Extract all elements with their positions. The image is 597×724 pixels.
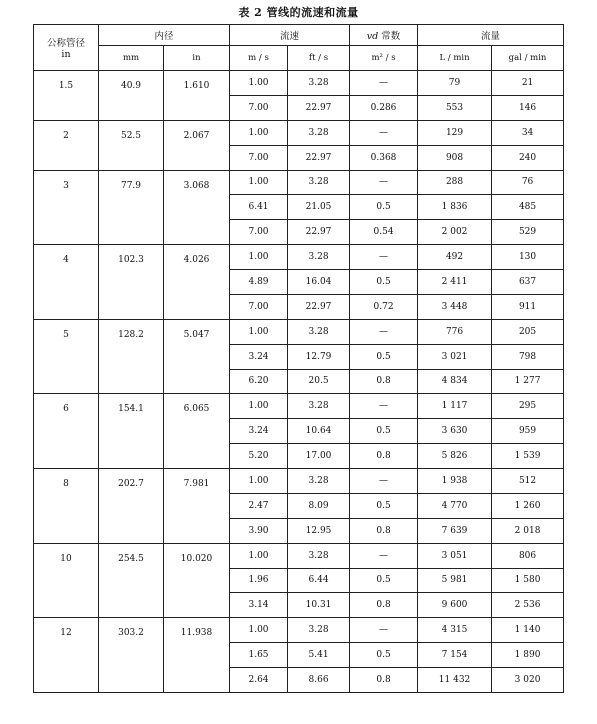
cell-velocity-ms: 2.47 bbox=[230, 493, 288, 518]
table-row bbox=[34, 319, 564, 344]
cell-inner-diameter-in: 1.610 bbox=[164, 71, 230, 121]
cell-flow-galmin: 34 bbox=[492, 120, 564, 145]
cell-flow-lmin: 776 bbox=[418, 319, 492, 344]
unit-galmin: gal / min bbox=[492, 46, 564, 71]
unit-m2s: m² / s bbox=[350, 46, 418, 71]
cell-flow-lmin: 4 834 bbox=[418, 369, 492, 394]
header-vd-constant: vd 常数 bbox=[350, 25, 418, 46]
cell-flow-galmin: 798 bbox=[492, 344, 564, 369]
cell-velocity-ms: 3.24 bbox=[230, 344, 288, 369]
table-body bbox=[34, 71, 564, 693]
cell-velocity-fts: 12.95 bbox=[288, 518, 350, 543]
cell-velocity-fts: 22.97 bbox=[288, 294, 350, 319]
cell-flow-galmin: 911 bbox=[492, 294, 564, 319]
cell-velocity-ms: 5.20 bbox=[230, 444, 288, 469]
cell-flow-galmin: 1 580 bbox=[492, 568, 564, 593]
cell-flow-galmin: 2 018 bbox=[492, 518, 564, 543]
header-velocity: 流速 bbox=[230, 25, 350, 46]
unit-mm: mm bbox=[99, 46, 164, 71]
cell-flow-galmin: 959 bbox=[492, 419, 564, 444]
table-row bbox=[34, 394, 564, 419]
cell-velocity-ms: 6.41 bbox=[230, 195, 288, 220]
cell-vd-constant: 0.8 bbox=[350, 668, 418, 693]
cell-vd-constant: 0.5 bbox=[350, 568, 418, 593]
cell-inner-diameter-mm: 154.1 bbox=[99, 394, 164, 469]
cell-velocity-ms: 2.64 bbox=[230, 668, 288, 693]
cell-velocity-ms: 1.00 bbox=[230, 618, 288, 643]
cell-flow-lmin: 2 002 bbox=[418, 220, 492, 245]
cell-nominal-size: 1.5 bbox=[34, 71, 99, 121]
cell-velocity-ms: 1.00 bbox=[230, 319, 288, 344]
cell-inner-diameter-mm: 254.5 bbox=[99, 543, 164, 618]
cell-vd-constant: 0.72 bbox=[350, 294, 418, 319]
table-row bbox=[34, 543, 564, 568]
cell-vd-constant: 0.54 bbox=[350, 220, 418, 245]
cell-velocity-fts: 3.28 bbox=[288, 543, 350, 568]
cell-velocity-fts: 8.66 bbox=[288, 668, 350, 693]
cell-vd-constant: 0.8 bbox=[350, 369, 418, 394]
cell-velocity-ms: 1.00 bbox=[230, 170, 288, 195]
cell-flow-lmin: 79 bbox=[418, 71, 492, 96]
cell-velocity-ms: 1.00 bbox=[230, 71, 288, 96]
cell-vd-constant: 0.5 bbox=[350, 344, 418, 369]
cell-nominal-size: 5 bbox=[34, 319, 99, 394]
cell-flow-galmin: 1 140 bbox=[492, 618, 564, 643]
cell-vd-constant: 0.5 bbox=[350, 643, 418, 668]
cell-inner-diameter-mm: 128.2 bbox=[99, 319, 164, 394]
cell-velocity-ms: 7.00 bbox=[230, 145, 288, 170]
cell-velocity-fts: 17.00 bbox=[288, 444, 350, 469]
cell-inner-diameter-mm: 77.9 bbox=[99, 170, 164, 245]
cell-flow-galmin: 485 bbox=[492, 195, 564, 220]
cell-velocity-ms: 1.00 bbox=[230, 120, 288, 145]
cell-flow-galmin: 1 890 bbox=[492, 643, 564, 668]
cell-vd-constant: 0.5 bbox=[350, 270, 418, 295]
cell-flow-lmin: 3 630 bbox=[418, 419, 492, 444]
cell-vd-constant: — bbox=[350, 170, 418, 195]
cell-flow-galmin: 529 bbox=[492, 220, 564, 245]
cell-flow-lmin: 3 051 bbox=[418, 543, 492, 568]
cell-velocity-ms: 1.00 bbox=[230, 394, 288, 419]
cell-vd-constant: 0.368 bbox=[350, 145, 418, 170]
cell-velocity-ms: 7.00 bbox=[230, 95, 288, 120]
cell-flow-lmin: 5 826 bbox=[418, 444, 492, 469]
cell-velocity-fts: 10.31 bbox=[288, 593, 350, 618]
cell-nominal-size: 6 bbox=[34, 394, 99, 469]
cell-vd-constant: 0.5 bbox=[350, 195, 418, 220]
cell-velocity-ms: 6.20 bbox=[230, 369, 288, 394]
cell-vd-constant: — bbox=[350, 543, 418, 568]
cell-inner-diameter-in: 5.047 bbox=[164, 319, 230, 394]
table-row bbox=[34, 170, 564, 195]
header-nominal-size: 公称管径 in bbox=[34, 25, 99, 71]
cell-vd-constant: 0.5 bbox=[350, 493, 418, 518]
cell-vd-constant: 0.5 bbox=[350, 419, 418, 444]
cell-velocity-fts: 20.5 bbox=[288, 369, 350, 394]
cell-flow-lmin: 288 bbox=[418, 170, 492, 195]
cell-flow-lmin: 7 639 bbox=[418, 518, 492, 543]
cell-flow-lmin: 3 021 bbox=[418, 344, 492, 369]
cell-velocity-fts: 3.28 bbox=[288, 394, 350, 419]
cell-vd-constant: 0.8 bbox=[350, 518, 418, 543]
cell-flow-lmin: 1 938 bbox=[418, 469, 492, 494]
cell-flow-galmin: 1 539 bbox=[492, 444, 564, 469]
table-row bbox=[34, 245, 564, 270]
cell-velocity-fts: 5.41 bbox=[288, 643, 350, 668]
cell-flow-galmin: 512 bbox=[492, 469, 564, 494]
cell-vd-constant: — bbox=[350, 618, 418, 643]
cell-vd-constant: — bbox=[350, 319, 418, 344]
cell-nominal-size: 12 bbox=[34, 618, 99, 693]
cell-flow-lmin: 908 bbox=[418, 145, 492, 170]
cell-velocity-ms: 1.65 bbox=[230, 643, 288, 668]
cell-flow-lmin: 2 411 bbox=[418, 270, 492, 295]
header-inner-diameter: 内径 bbox=[99, 25, 230, 46]
cell-velocity-fts: 22.97 bbox=[288, 220, 350, 245]
unit-in: in bbox=[164, 46, 230, 71]
cell-velocity-ms: 1.00 bbox=[230, 543, 288, 568]
cell-inner-diameter-in: 6.065 bbox=[164, 394, 230, 469]
table-row bbox=[34, 469, 564, 494]
cell-velocity-ms: 7.00 bbox=[230, 294, 288, 319]
table-title: 表 2 管线的流速和流量 bbox=[238, 6, 359, 19]
cell-flow-lmin: 553 bbox=[418, 95, 492, 120]
cell-flow-lmin: 11 432 bbox=[418, 668, 492, 693]
table-row bbox=[34, 71, 564, 96]
cell-flow-lmin: 4 770 bbox=[418, 493, 492, 518]
cell-nominal-size: 3 bbox=[34, 170, 99, 245]
cell-velocity-ms: 7.00 bbox=[230, 220, 288, 245]
cell-flow-galmin: 1 277 bbox=[492, 369, 564, 394]
cell-flow-galmin: 295 bbox=[492, 394, 564, 419]
cell-velocity-fts: 3.28 bbox=[288, 120, 350, 145]
cell-flow-galmin: 21 bbox=[492, 71, 564, 96]
cell-inner-diameter-mm: 40.9 bbox=[99, 71, 164, 121]
table-row bbox=[34, 618, 564, 643]
cell-flow-galmin: 76 bbox=[492, 170, 564, 195]
table-row bbox=[34, 120, 564, 145]
cell-flow-galmin: 1 260 bbox=[492, 493, 564, 518]
cell-velocity-ms: 1.96 bbox=[230, 568, 288, 593]
cell-vd-constant: 0.8 bbox=[350, 444, 418, 469]
cell-nominal-size: 8 bbox=[34, 469, 99, 544]
cell-inner-diameter-mm: 102.3 bbox=[99, 245, 164, 320]
cell-flow-lmin: 129 bbox=[418, 120, 492, 145]
cell-velocity-fts: 3.28 bbox=[288, 245, 350, 270]
cell-inner-diameter-in: 11.938 bbox=[164, 618, 230, 693]
cell-flow-galmin: 146 bbox=[492, 95, 564, 120]
flow-rate-table bbox=[33, 24, 564, 693]
cell-flow-galmin: 2 536 bbox=[492, 593, 564, 618]
cell-velocity-fts: 3.28 bbox=[288, 618, 350, 643]
cell-velocity-fts: 12.79 bbox=[288, 344, 350, 369]
cell-flow-lmin: 1 836 bbox=[418, 195, 492, 220]
cell-nominal-size: 10 bbox=[34, 543, 99, 618]
cell-flow-galmin: 806 bbox=[492, 543, 564, 568]
cell-velocity-ms: 3.24 bbox=[230, 419, 288, 444]
cell-inner-diameter-mm: 303.2 bbox=[99, 618, 164, 693]
cell-velocity-ms: 1.00 bbox=[230, 245, 288, 270]
cell-velocity-fts: 21.05 bbox=[288, 195, 350, 220]
cell-inner-diameter-in: 2.067 bbox=[164, 120, 230, 170]
unit-ms: m / s bbox=[230, 46, 288, 71]
cell-flow-lmin: 4 315 bbox=[418, 618, 492, 643]
cell-vd-constant: — bbox=[350, 71, 418, 96]
cell-velocity-ms: 4.89 bbox=[230, 270, 288, 295]
cell-vd-constant: — bbox=[350, 469, 418, 494]
cell-velocity-fts: 10.64 bbox=[288, 419, 350, 444]
cell-inner-diameter-in: 10.020 bbox=[164, 543, 230, 618]
cell-velocity-fts: 3.28 bbox=[288, 170, 350, 195]
cell-flow-galmin: 130 bbox=[492, 245, 564, 270]
cell-velocity-ms: 1.00 bbox=[230, 469, 288, 494]
cell-nominal-size: 2 bbox=[34, 120, 99, 170]
header-flow: 流量 bbox=[418, 25, 564, 46]
cell-flow-galmin: 205 bbox=[492, 319, 564, 344]
cell-inner-diameter-in: 4.026 bbox=[164, 245, 230, 320]
cell-velocity-fts: 16.04 bbox=[288, 270, 350, 295]
cell-velocity-fts: 3.28 bbox=[288, 71, 350, 96]
unit-fts: ft / s bbox=[288, 46, 350, 71]
cell-flow-lmin: 1 117 bbox=[418, 394, 492, 419]
cell-flow-lmin: 3 448 bbox=[418, 294, 492, 319]
cell-flow-galmin: 3 020 bbox=[492, 668, 564, 693]
cell-velocity-fts: 6.44 bbox=[288, 568, 350, 593]
cell-vd-constant: 0.8 bbox=[350, 593, 418, 618]
cell-inner-diameter-in: 3.068 bbox=[164, 170, 230, 245]
cell-flow-lmin: 492 bbox=[418, 245, 492, 270]
cell-nominal-size: 4 bbox=[34, 245, 99, 320]
cell-inner-diameter-mm: 52.5 bbox=[99, 120, 164, 170]
cell-velocity-fts: 8.09 bbox=[288, 493, 350, 518]
cell-flow-lmin: 5 981 bbox=[418, 568, 492, 593]
unit-lmin: L / min bbox=[418, 46, 492, 71]
cell-vd-constant: — bbox=[350, 120, 418, 145]
cell-flow-lmin: 9 600 bbox=[418, 593, 492, 618]
cell-vd-constant: — bbox=[350, 245, 418, 270]
cell-velocity-fts: 3.28 bbox=[288, 319, 350, 344]
cell-inner-diameter-mm: 202.7 bbox=[99, 469, 164, 544]
cell-velocity-ms: 3.14 bbox=[230, 593, 288, 618]
cell-velocity-ms: 3.90 bbox=[230, 518, 288, 543]
cell-vd-constant: — bbox=[350, 394, 418, 419]
cell-velocity-fts: 22.97 bbox=[288, 95, 350, 120]
cell-flow-galmin: 240 bbox=[492, 145, 564, 170]
cell-vd-constant: 0.286 bbox=[350, 95, 418, 120]
cell-velocity-fts: 22.97 bbox=[288, 145, 350, 170]
cell-inner-diameter-in: 7.981 bbox=[164, 469, 230, 544]
cell-flow-lmin: 7 154 bbox=[418, 643, 492, 668]
cell-flow-galmin: 637 bbox=[492, 270, 564, 295]
cell-velocity-fts: 3.28 bbox=[288, 469, 350, 494]
